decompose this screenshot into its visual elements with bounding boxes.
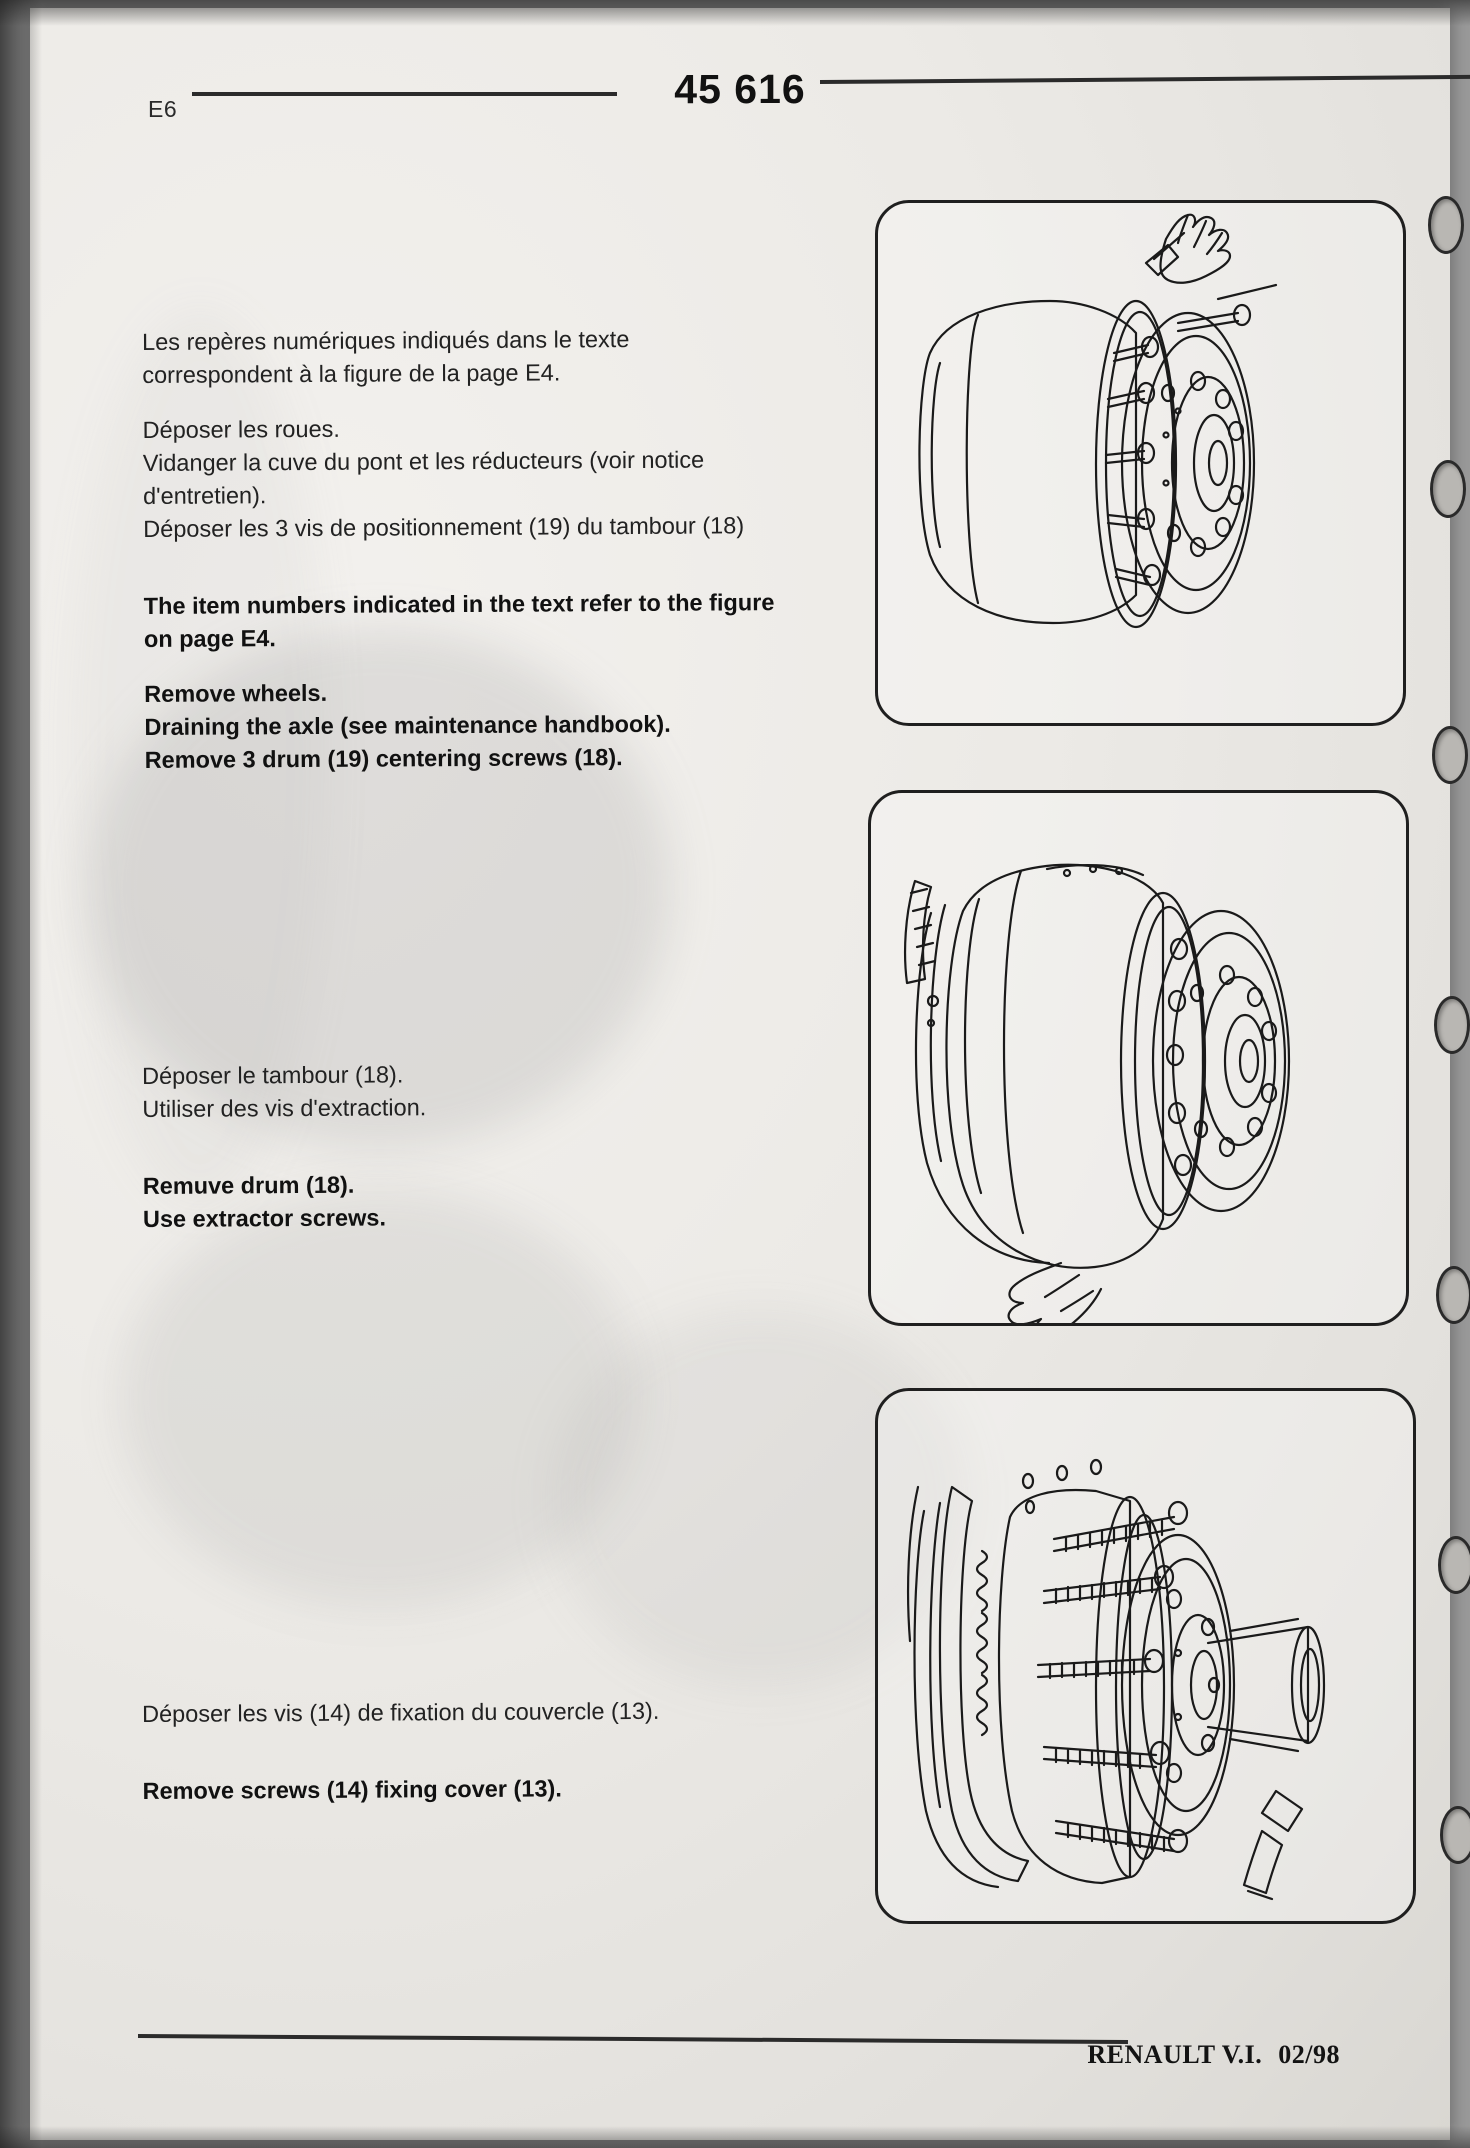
drum-removal-illustration [871, 793, 1406, 1323]
french-text: Les repères numériques indiqués dans le texte correspondent à la figure de la page E4. Déposer les roues. Vidanger la cuve du pont et les réducteurs (voir notice d'entretien). Déposer les 3 vis de positionnement (19) du tambour (18) [142, 322, 823, 546]
punch-hole [1428, 196, 1464, 254]
punch-hole [1440, 1806, 1470, 1864]
figure-1 [875, 200, 1406, 726]
publication-date: 02/98 [1278, 2040, 1340, 2069]
figure-3 [875, 1388, 1416, 1924]
scan-edge-shadow [0, 0, 42, 2148]
instruction-block-3 [142, 1694, 763, 1808]
figure-2 [868, 790, 1409, 1326]
section-number: 45 616 [674, 66, 806, 112]
scan-edge-shadow [0, 2126, 1470, 2148]
punch-hole [1434, 996, 1470, 1054]
punch-hole [1436, 1266, 1470, 1324]
english-text: Remuve drum (18). Use extractor screws. [142, 1171, 387, 1232]
publisher-name: RENAULT V.I. [1087, 2040, 1263, 2069]
french-text: Déposer les vis (14) de fixation du couvercle (13). [142, 1697, 660, 1727]
page-marker: E6 [148, 96, 178, 122]
brake-drum-illustration [878, 203, 1403, 723]
instruction-block-2 [142, 1056, 743, 1236]
english-text: The item numbers indicated in the text refer to the figure on page E4. Remove wheels. Draining the axle (see maintenance handbook). Remove 3 drum (19) centering screws (18). [144, 586, 825, 777]
punch-hole [1438, 1536, 1470, 1594]
french-text: Déposer le tambour (18). Utiliser des vis d'extraction. [142, 1061, 427, 1122]
english-text: Remove screws (14) fixing cover (13). [142, 1775, 562, 1804]
instruction-block-1 [142, 322, 825, 777]
footer-rule [138, 2034, 1128, 2044]
scan-blotch [120, 1188, 640, 1608]
punch-hole [1430, 460, 1466, 518]
footer [1087, 2040, 1340, 2070]
scan-edge-shadow [0, 0, 1470, 26]
punch-hole [1432, 726, 1468, 784]
paper-sheet [30, 8, 1450, 2140]
cover-screws-illustration [878, 1391, 1413, 1921]
